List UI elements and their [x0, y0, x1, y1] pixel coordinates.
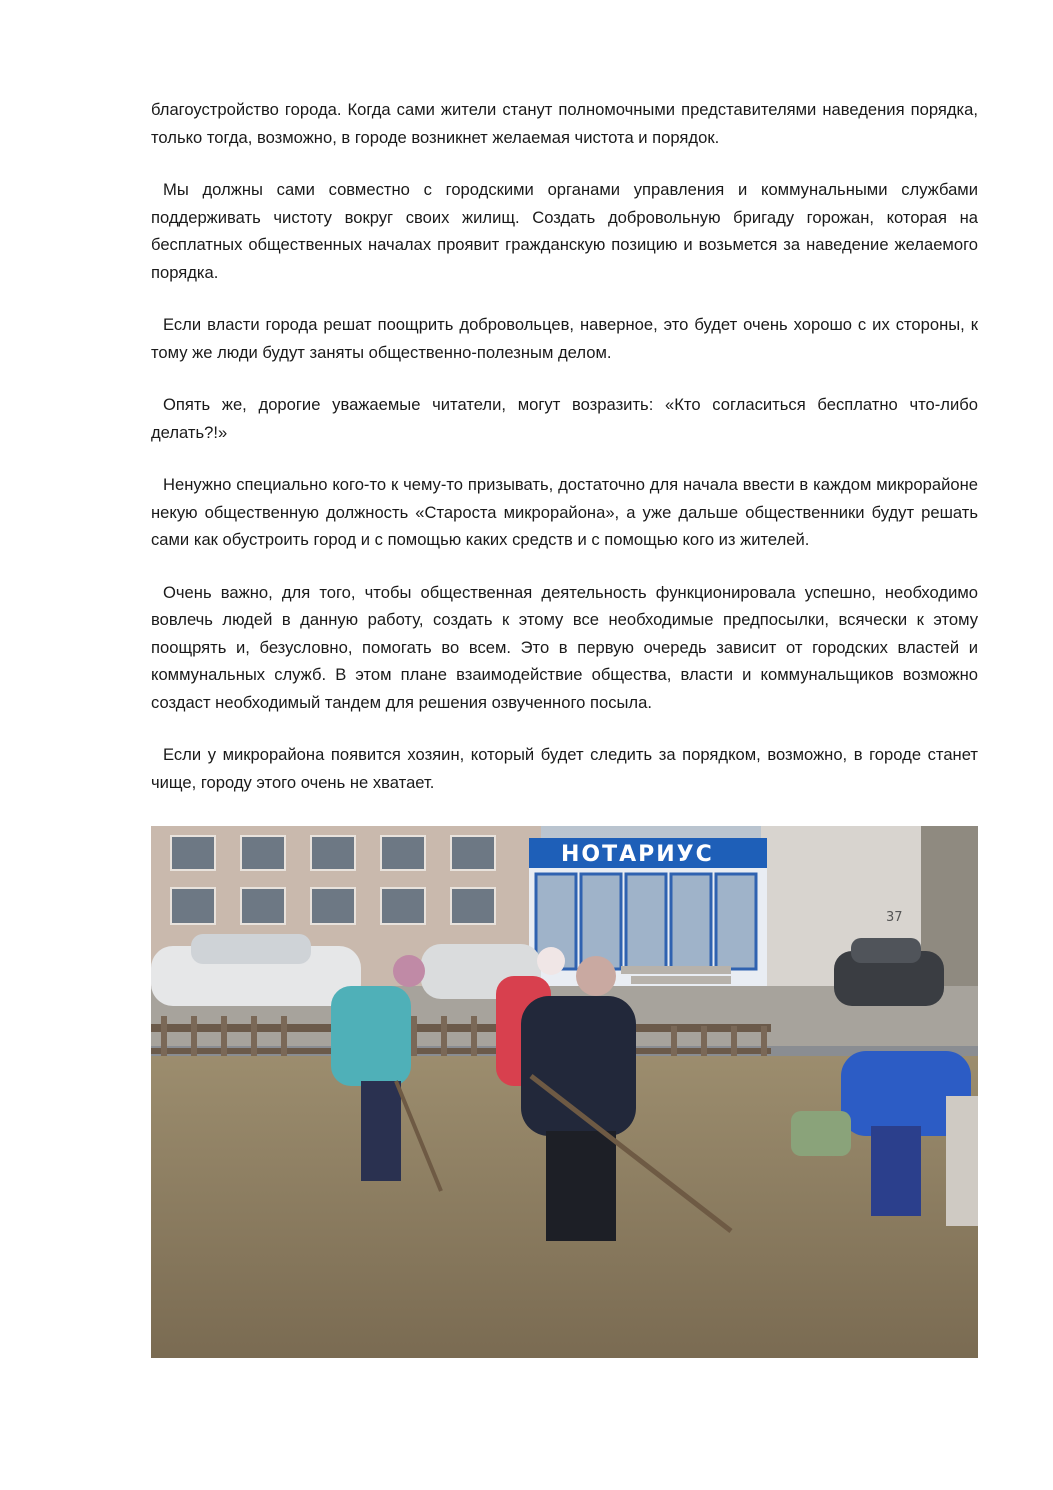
paragraph-4: Опять же, дорогие уважаемые читатели, могут возразить: «Кто согласиться бесплатно что-либо делать?!» [151, 395, 978, 442]
article-body [151, 96, 978, 848]
cleanup-photo [151, 826, 978, 1358]
paragraph-6: Очень важно, для того, чтобы общественная деятельность функционировала успешно, необходимо вовлечь людей в данную работу, создать к этому все необходимые предпосылки, всячески к этому поощрять и, безусловно, помогать во всем. Это в первую очередь зависит от городских властей и коммунальных служб. В этом плане взаимодействие общества, власти и коммунальщиков возможно создаст необходимый тандем для решения озвученного посыла. [151, 582, 978, 712]
paragraph-7: Если у микрорайона появится хозяин, который будет следить за порядком, возможно, в городе станет чище, городу этого очень не хватает. [151, 745, 978, 792]
paragraph-2: Мы должны сами совместно с городскими органами управления и коммунальными службами поддерживать чистоту вокруг своих жилищ. Создать добровольную бригаду горожан, которая на бесплатных общественных началах проявит гражданскую позицию и возьмется за наведение желаемого порядка. [151, 180, 978, 282]
paragraph-5: Ненужно специально кого-то к чему-то призывать, достаточно для начала ввести в каждом микрорайоне некую общественную должность «Староста микрорайона», а уже дальше общественники будут решать сами как обустроить город и с помощью каких средств и с помощью кого из жителей. [151, 475, 978, 549]
paragraph-3: Если власти города решат поощрить добровольцев, наверное, это будет очень хорошо с их стороны, к тому же люди будут заняты общественно-полезным делом. [151, 315, 978, 362]
building-number: 37 [886, 910, 903, 925]
paragraph-1: благоустройство города. Когда сами жители станут полномочными представителями наведения порядка, только тогда, возможно, в городе возникнет желаемая чистота и порядок. [151, 100, 978, 147]
notary-sign: НОТАРИУС [561, 842, 714, 867]
